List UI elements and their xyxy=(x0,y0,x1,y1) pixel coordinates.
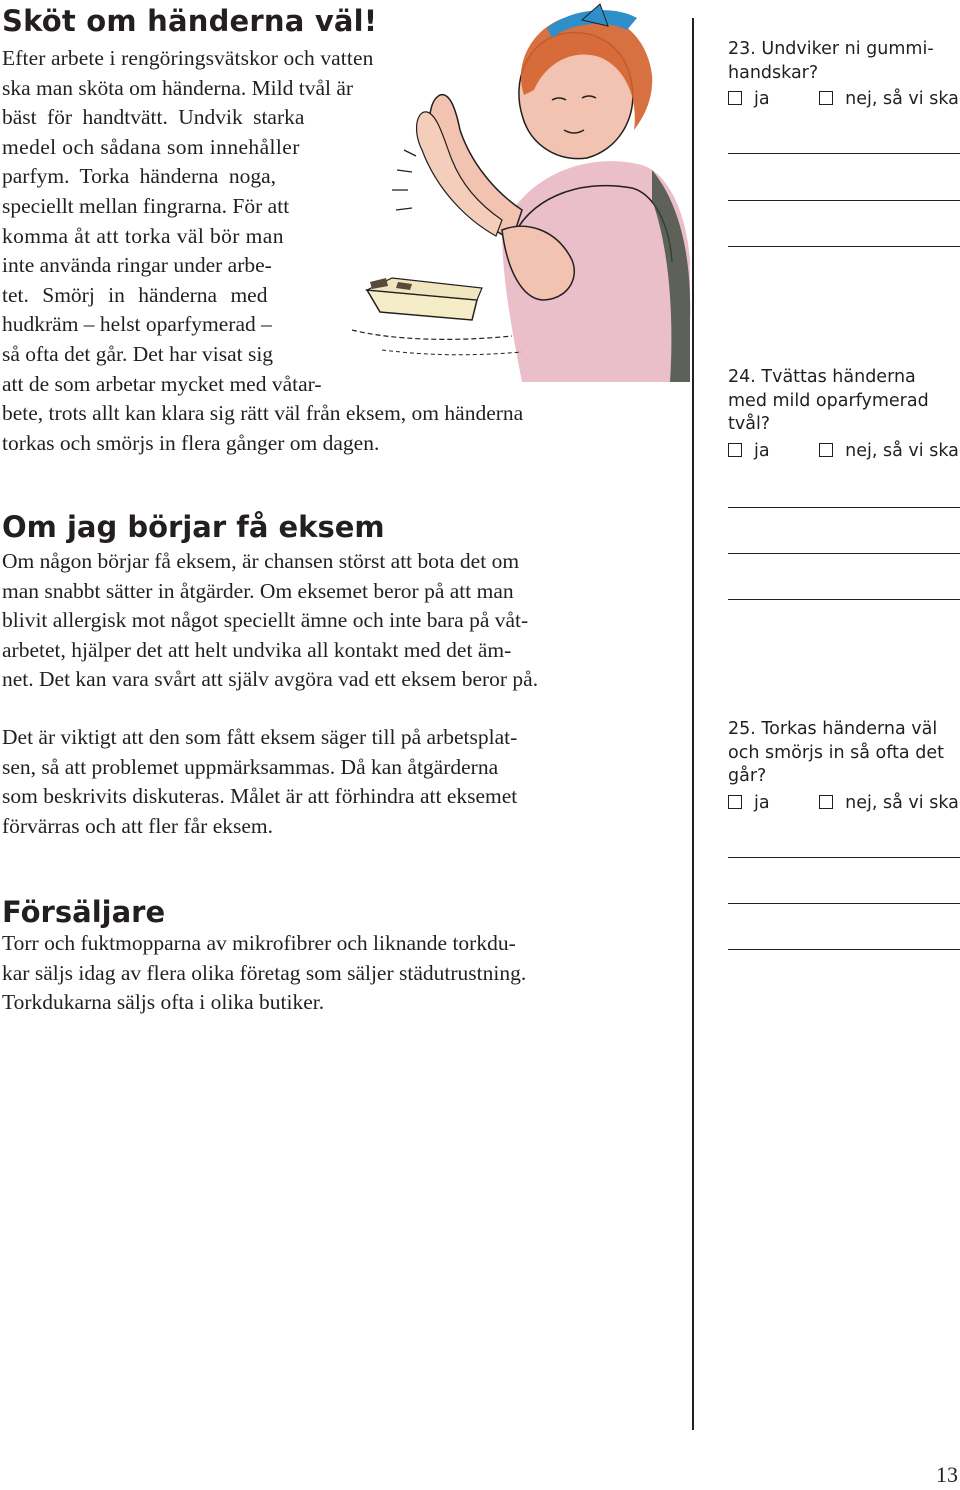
checkbox-no[interactable] xyxy=(819,795,833,809)
checkbox-yes[interactable] xyxy=(728,91,742,105)
text-line: så ofta det går. Det har visat sig xyxy=(2,341,274,366)
text-line: förvärras och att fler får eksem. xyxy=(2,813,273,838)
eczema-paragraph-2 xyxy=(2,723,517,841)
checkbox-yes[interactable] xyxy=(728,795,742,809)
text-line: som beskrivits diskuteras. Målet är att förhindra att eksemet xyxy=(2,784,518,809)
text-line: kar säljs idag av flera olika företag som säljer städutrustning. xyxy=(2,960,527,985)
text-line: att de som arbetar mycket med våtar- xyxy=(2,371,322,396)
text-line: net. Det kan vara svårt att själv avgöra vad ett eksem beror på. xyxy=(2,667,539,692)
text-line: man snabbt sätter in åtgärder. Om eksemet beror på att man xyxy=(2,578,514,603)
option-no-label: nej, så vi ska xyxy=(845,440,959,461)
option-yes-label: ja xyxy=(754,89,770,109)
section-title-hand-care: Sköt om händerna väl! xyxy=(2,4,378,38)
text-line: inte använda ringar under arbe- xyxy=(2,253,272,278)
text-line: medel och sådana som innehåller xyxy=(2,134,300,159)
text-line: parfym. Torka händerna noga, xyxy=(2,164,276,189)
section-title-eczema: Om jag börjar få eksem xyxy=(2,510,385,544)
text-line: bete, trots allt kan klara sig rätt väl från eksem, om händerna xyxy=(2,401,524,426)
option-yes-label: ja xyxy=(754,440,770,461)
text-line: torkas och smörjs in flera gånger om dagen. xyxy=(2,430,380,455)
text-line: Efter arbete i rengöringsvätskor och vatten xyxy=(2,46,374,70)
text-line: ska man sköta om händerna. Mild tvål är xyxy=(2,75,354,100)
answer-line[interactable] xyxy=(728,903,960,904)
text-line: Torkdukarna säljs ofta i olika butiker. xyxy=(2,990,325,1015)
answer-line[interactable] xyxy=(728,599,960,600)
option-no-label: nej, så vi ska xyxy=(845,89,959,109)
text-line: Det är viktigt att den som fått eksem säger till på arbetsplat- xyxy=(2,725,518,749)
text-line: komma åt att torka väl bör man xyxy=(2,223,284,248)
text-line: arbetet, hjälper det att helt undvika all kontakt med det äm- xyxy=(2,637,512,662)
answer-line[interactable] xyxy=(728,553,960,554)
question-text: med mild oparfymerad xyxy=(728,390,929,411)
text-line: speciellt mellan fingrarna. För att xyxy=(2,193,290,218)
answer-line[interactable] xyxy=(728,153,960,154)
answer-line[interactable] xyxy=(728,200,960,201)
question-23 xyxy=(728,38,960,112)
question-text: handskar? xyxy=(728,62,819,83)
question-text: 23. Undviker ni gummi- xyxy=(728,39,934,59)
text-line: hudkräm – helst oparfymerad – xyxy=(2,312,272,337)
text-line: blivit allergisk mot något speciellt ämne och inte bara på våt- xyxy=(2,608,529,633)
checkbox-no[interactable] xyxy=(819,91,833,105)
text-line: Torr och fuktmopparna av mikrofibrer och liknande torkdu- xyxy=(2,931,516,955)
section-title-sellers: Försäljare xyxy=(2,895,166,929)
illustration-woman-applying-hand-cream xyxy=(352,0,692,382)
answer-line[interactable] xyxy=(728,507,960,508)
question-text: 25. Torkas händerna väl xyxy=(728,719,938,739)
answer-line[interactable] xyxy=(728,949,960,950)
question-text: 24. Tvättas händerna xyxy=(728,367,916,387)
text-line: sen, så att problemet uppmärksammas. Då kan åtgärderna xyxy=(2,754,499,779)
text-line: tet. Smörj in händerna med xyxy=(2,282,268,307)
text-line: bäst för handtvätt. Undvik starka xyxy=(2,105,305,130)
question-24 xyxy=(728,366,960,463)
eczema-paragraph-1 xyxy=(2,547,538,695)
text-line: Om någon börjar få eksem, är chansen störst att bota det om xyxy=(2,549,520,573)
question-text: och smörjs in så ofta det xyxy=(728,742,944,763)
column-divider xyxy=(692,18,694,1430)
sellers-paragraph xyxy=(2,929,526,1018)
option-yes-label: ja xyxy=(754,792,770,813)
answer-line[interactable] xyxy=(728,857,960,858)
question-25 xyxy=(728,718,960,815)
checkbox-yes[interactable] xyxy=(728,443,742,457)
answer-line[interactable] xyxy=(728,246,960,247)
option-no-label: nej, så vi ska xyxy=(845,792,959,813)
checkbox-no[interactable] xyxy=(819,443,833,457)
page-number: 13 xyxy=(936,1462,958,1487)
question-text: går? xyxy=(728,766,767,786)
question-text: tvål? xyxy=(728,414,771,434)
